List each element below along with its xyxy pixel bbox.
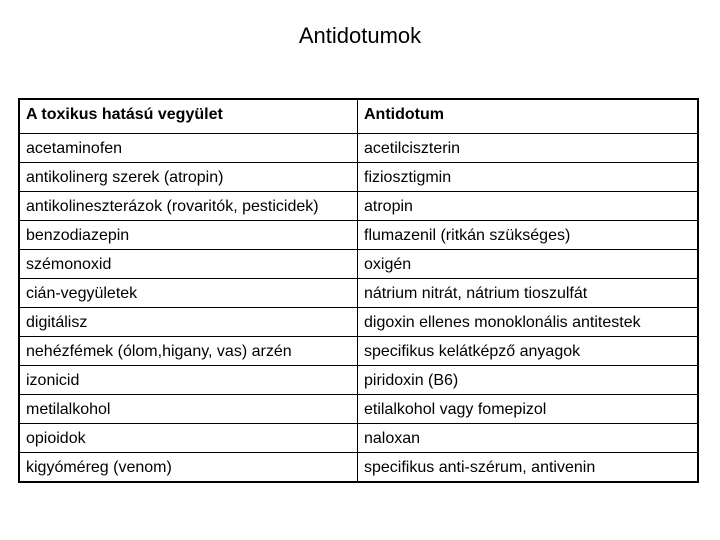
- antidote-cell: specifikus anti-szérum, antivenin: [358, 453, 699, 483]
- toxic-compound-cell: nehézfémek (ólom,higany, vas) arzén: [19, 337, 358, 366]
- antidote-cell: flumazenil (ritkán szükséges): [358, 221, 699, 250]
- antidote-cell: piridoxin (B6): [358, 366, 699, 395]
- antidote-cell: atropin: [358, 192, 699, 221]
- table-header-row: [19, 99, 698, 134]
- antidote-cell: oxigén: [358, 250, 699, 279]
- table-row: [19, 453, 698, 483]
- table-row: [19, 308, 698, 337]
- toxic-compound-cell: metilalkohol: [19, 395, 358, 424]
- toxic-compound-cell: opioidok: [19, 424, 358, 453]
- table-row: [19, 134, 698, 163]
- antidote-cell: nátrium nitrát, nátrium tioszulfát: [358, 279, 699, 308]
- table-row: [19, 395, 698, 424]
- header-toxic-compound: A toxikus hatású vegyület: [19, 99, 358, 134]
- table-row: [19, 424, 698, 453]
- toxic-compound-cell: acetaminofen: [19, 134, 358, 163]
- antidote-cell: naloxan: [358, 424, 699, 453]
- toxic-compound-cell: izonicid: [19, 366, 358, 395]
- table-row: [19, 163, 698, 192]
- table-row: [19, 366, 698, 395]
- antidote-cell: etilalkohol vagy fomepizol: [358, 395, 699, 424]
- toxic-compound-cell: cián-vegyületek: [19, 279, 358, 308]
- antidote-cell: specifikus kelátképző anyagok: [358, 337, 699, 366]
- antidote-cell: digoxin ellenes monoklonális antitestek: [358, 308, 699, 337]
- toxic-compound-cell: szémonoxid: [19, 250, 358, 279]
- toxic-compound-cell: digitálisz: [19, 308, 358, 337]
- table-row: [19, 250, 698, 279]
- toxic-compound-cell: kigyóméreg (venom): [19, 453, 358, 483]
- slide-title: Antidotumok: [298, 23, 422, 48]
- toxic-compound-cell: antikolinerg szerek (atropin): [19, 163, 358, 192]
- antidote-table: [18, 98, 699, 483]
- header-antidote: Antidotum: [358, 99, 699, 134]
- antidote-cell: fiziosztigmin: [358, 163, 699, 192]
- toxic-compound-cell: antikolineszterázok (rovaritók, pesticidek): [19, 192, 358, 221]
- table-row: [19, 279, 698, 308]
- table-row: [19, 221, 698, 250]
- antidote-cell: acetilciszterin: [358, 134, 699, 163]
- table-row: [19, 192, 698, 221]
- table-row: [19, 337, 698, 366]
- toxic-compound-cell: benzodiazepin: [19, 221, 358, 250]
